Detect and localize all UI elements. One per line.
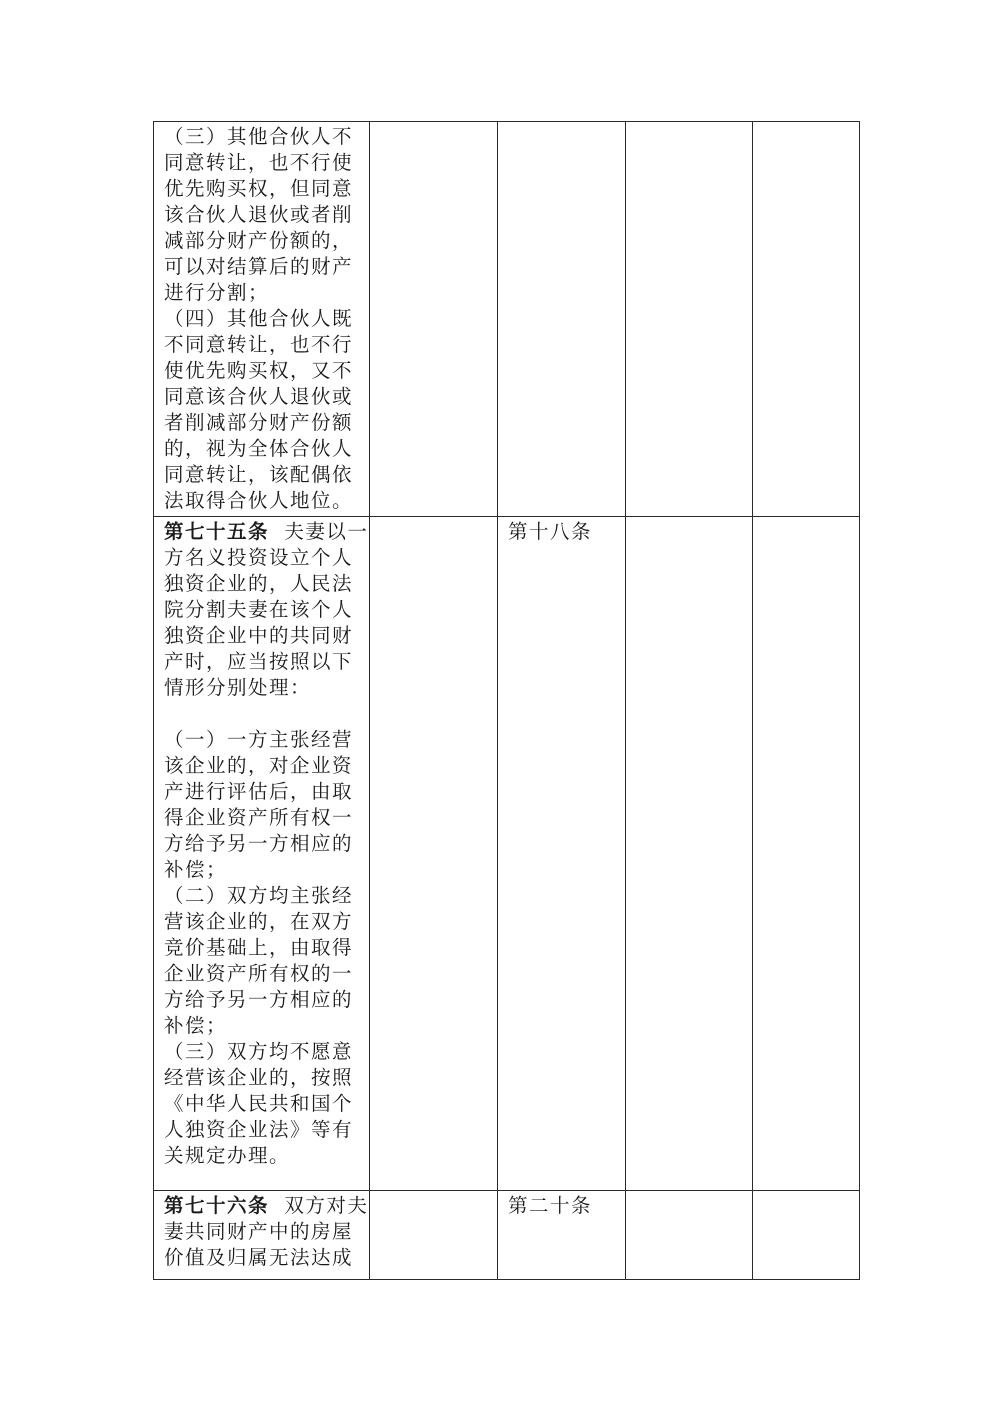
text-line: 同意转让，该配偶依 [164,463,354,486]
text-fragment: 夫妻以一 [269,520,369,543]
text-line: 得企业资产所有权一 [164,806,354,829]
text-line: 可以对结算后的财产 [164,255,354,278]
text-line: 关规定办理。 [164,1144,291,1167]
comparison-table [153,121,860,1280]
text-line: 《中华人民共和国个 [164,1092,354,1115]
text-line: 产进行评估后，由取 [164,780,354,803]
text-line: 补偿； [164,1014,228,1037]
text-line: 该企业的，对企业资 [164,754,354,777]
text-line: 院分割夫妻在该个人 [164,598,354,621]
text-line: 同意该合伙人退伙或 [164,385,354,408]
text-line: 者削减部分财产份额 [164,411,354,434]
article-text-cell [154,122,370,517]
text-line: 方给予另一方相应的 [164,832,354,855]
reference-article: 第二十条 [508,1194,593,1217]
text-line: （三）其他合伙人不 [164,125,354,148]
text-line: （二）双方均主张经 [164,884,354,907]
text-line: 减部分财产份额的， [164,229,354,252]
text-line: 法取得合伙人地位。 [164,489,354,512]
text-line: 不同意转让，也不行 [164,333,354,356]
text-line: 优先购买权，但同意 [164,177,354,200]
paragraph-gap [164,701,363,727]
text-line: （一）一方主张经营 [164,728,354,751]
article-heading-line [164,1193,369,1219]
empty-cell [626,517,753,1191]
text-line: 独资企业中的共同财 [164,624,354,647]
text-fragment: 双方对夫 [269,1194,369,1217]
text-line: （三）双方均不愿意 [164,1040,354,1063]
empty-cell [626,1191,753,1280]
text-line: 妻共同财产中的房屋 [164,1220,354,1243]
article-text-cell [154,517,370,1191]
reference-article: 第十八条 [508,520,593,543]
text-line: （四）其他合伙人既 [164,307,354,330]
table-row [154,122,860,517]
reference-cell [498,1191,626,1280]
table-row [154,1191,860,1280]
text-line: 营该企业的，在双方 [164,910,354,933]
reference-cell [498,517,626,1191]
text-line: 经营该企业的，按照 [164,1066,354,1089]
empty-cell [753,122,860,517]
text-line: 竞价基础上，由取得 [164,936,354,959]
text-line: 方名义投资设立个人 [164,546,354,569]
article-number: 第七十六条 [164,1194,270,1217]
text-line: 使优先购买权，又不 [164,359,354,382]
text-line: 补偿； [164,858,228,881]
empty-cell [753,517,860,1191]
text-line: 进行分割； [164,281,270,304]
text-line: 该合伙人退伙或者削 [164,203,354,226]
empty-cell [370,1191,498,1280]
text-line: 同意转让，也不行使 [164,151,354,174]
table-row [154,517,860,1191]
empty-cell [753,1191,860,1280]
empty-cell [626,122,753,517]
text-line: 产时，应当按照以下 [164,650,354,673]
empty-cell [370,517,498,1191]
reference-cell [498,122,626,517]
text-line: 情形分别处理： [164,676,312,699]
article-number: 第七十五条 [164,520,270,543]
text-line: 独资企业的，人民法 [164,572,354,595]
empty-cell [370,122,498,517]
article-heading-line [164,519,369,545]
text-line: 的，视为全体合伙人 [164,437,354,460]
text-line: 企业资产所有权的一 [164,962,354,985]
article-text-cell [154,1191,370,1280]
text-line: 人独资企业法》等有 [164,1118,354,1141]
text-line: 价值及归属无法达成 [164,1246,354,1269]
text-line: 方给予另一方相应的 [164,988,354,1011]
